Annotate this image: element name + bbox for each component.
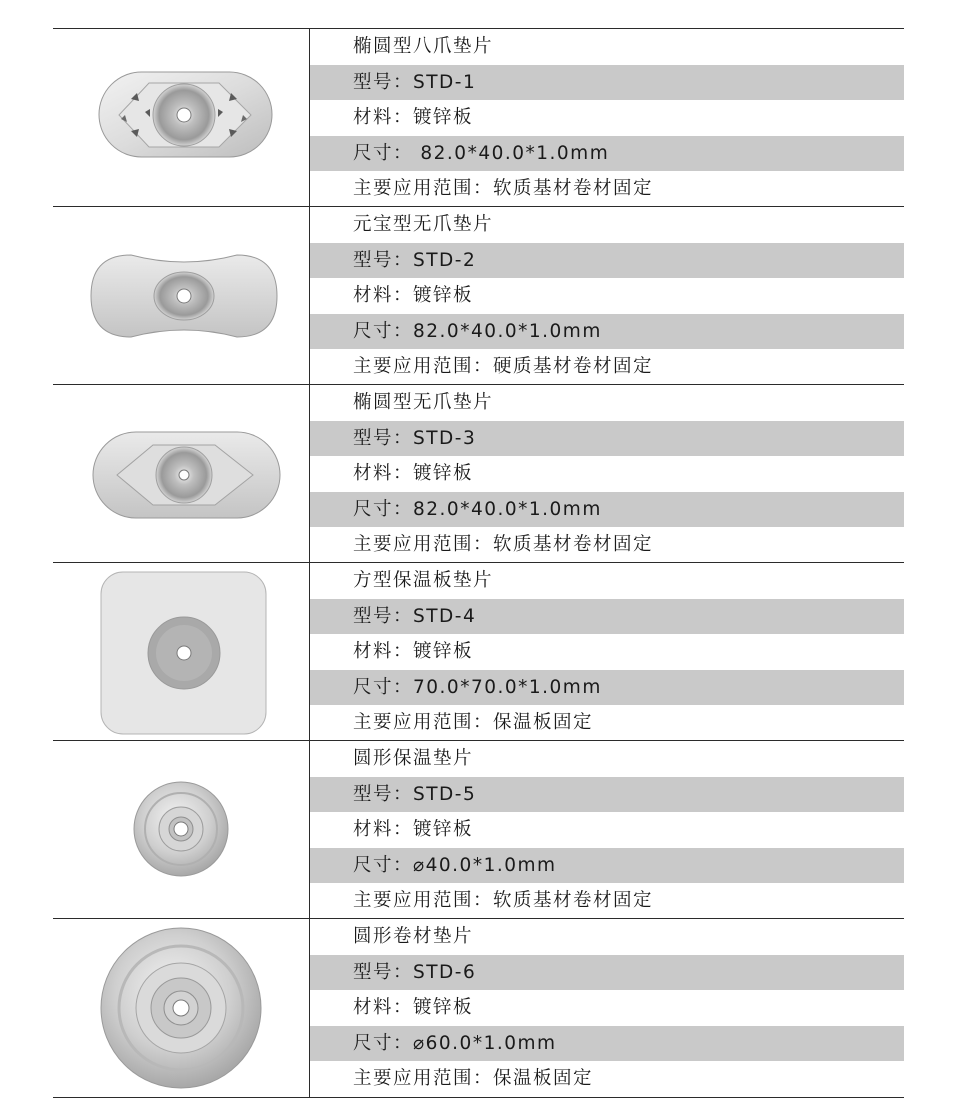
product-model: 型号：STD-6 (310, 955, 904, 991)
product-info (310, 919, 904, 1097)
product-catalog-table (53, 28, 904, 1098)
oval-eight-claw-washer-image (53, 29, 309, 206)
product-info (310, 29, 904, 207)
product-size: 尺寸：⌀60.0*1.0mm (310, 1026, 904, 1062)
product-material: 材料：镀锌板 (353, 463, 474, 484)
product-image-cell (53, 919, 310, 1097)
product-material: 材料：镀锌板 (353, 107, 474, 128)
product-usage: 主要应用范围：硬质基材卷材固定 (353, 356, 654, 377)
square-insulation-washer-image (53, 563, 309, 740)
product-model: 型号：STD-3 (310, 421, 904, 457)
product-name: 椭圆型无爪垫片 (353, 392, 494, 413)
product-image-cell (53, 563, 310, 740)
product-usage: 主要应用范围：软质基材卷材固定 (353, 534, 654, 555)
round-insulation-washer-image (53, 741, 309, 918)
product-info (310, 563, 904, 741)
product-material: 材料：镀锌板 (353, 641, 474, 662)
product-model: 型号：STD-4 (310, 599, 904, 635)
product-size: 尺寸：⌀40.0*1.0mm (310, 848, 904, 884)
product-usage: 主要应用范围：保温板固定 (353, 712, 594, 733)
product-info (310, 207, 904, 385)
product-name: 方型保温板垫片 (353, 570, 494, 591)
ingot-no-claw-washer-image (53, 207, 309, 384)
product-name: 圆形卷材垫片 (353, 926, 474, 947)
product-row-std-6 (53, 918, 904, 1098)
product-row-std-4 (53, 562, 904, 740)
product-usage: 主要应用范围：软质基材卷材固定 (353, 178, 654, 199)
product-material: 材料：镀锌板 (353, 819, 474, 840)
product-row-std-1 (53, 28, 904, 206)
product-usage: 主要应用范围：软质基材卷材固定 (353, 890, 654, 911)
product-name: 圆形保温垫片 (353, 748, 474, 769)
product-name: 元宝型无爪垫片 (353, 214, 494, 235)
product-material: 材料：镀锌板 (353, 997, 474, 1018)
product-usage: 主要应用范围：保温板固定 (353, 1068, 594, 1089)
round-membrane-washer-image (53, 919, 309, 1096)
product-size: 尺寸： 82.0*40.0*1.0mm (310, 136, 904, 172)
product-row-std-5 (53, 740, 904, 918)
product-size: 尺寸：82.0*40.0*1.0mm (310, 314, 904, 350)
product-model: 型号：STD-2 (310, 243, 904, 279)
product-size: 尺寸：82.0*40.0*1.0mm (310, 492, 904, 528)
product-name: 椭圆型八爪垫片 (353, 36, 494, 57)
product-size: 尺寸：70.0*70.0*1.0mm (310, 670, 904, 706)
product-info (310, 385, 904, 563)
product-info (310, 741, 904, 919)
product-material: 材料：镀锌板 (353, 285, 474, 306)
product-image-cell (53, 29, 310, 206)
product-model: 型号：STD-1 (310, 65, 904, 101)
product-model: 型号：STD-5 (310, 777, 904, 813)
product-image-cell (53, 741, 310, 918)
product-row-std-3 (53, 384, 904, 562)
product-row-std-2 (53, 206, 904, 384)
product-image-cell (53, 385, 310, 562)
oval-no-claw-washer-image (53, 385, 309, 562)
product-image-cell (53, 207, 310, 384)
